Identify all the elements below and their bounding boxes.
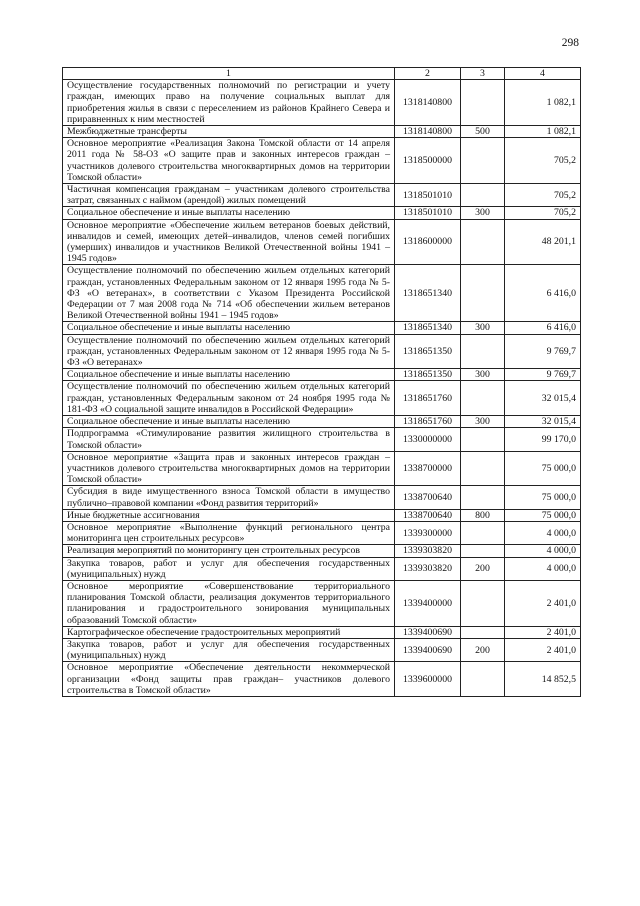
row-description: Социальное обеспечение и иные выплаты населению xyxy=(63,416,395,428)
row-expense-type xyxy=(461,545,505,557)
row-expense-type xyxy=(461,486,505,509)
row-amount: 9 769,7 xyxy=(505,334,581,369)
row-code: 1339400690 xyxy=(395,638,461,661)
row-expense-type xyxy=(461,451,505,486)
row-expense-type xyxy=(461,265,505,322)
row-description: Осуществление полномочий по обеспечению жильем отдельных категорий граждан, установленных Федеральным законом от 24 ноября 1995 года № 181-ФЗ «О социальной защите инвалидов в Российской Федерации» xyxy=(63,381,395,416)
row-expense-type: 300 xyxy=(461,207,505,219)
row-expense-type: 300 xyxy=(461,369,505,381)
row-description: Основное мероприятие «Обеспечение деятельности некоммерческой организации «Фонд защиты прав граждан– участников долевого строительства в Томской области» xyxy=(63,662,395,697)
row-expense-type: 200 xyxy=(461,638,505,661)
row-description: Закупка товаров, работ и услуг для обеспечения государственных (муниципальных) нужд xyxy=(63,557,395,580)
table-row xyxy=(63,521,581,544)
table-row xyxy=(63,486,581,509)
row-expense-type: 500 xyxy=(461,126,505,138)
row-code: 1338700640 xyxy=(395,509,461,521)
row-amount: 75 000,0 xyxy=(505,451,581,486)
row-amount: 1 082,1 xyxy=(505,126,581,138)
table-row xyxy=(63,428,581,451)
header-col-3: 3 xyxy=(461,68,505,80)
row-expense-type xyxy=(461,184,505,207)
row-description: Осуществление полномочий по обеспечению жильем отдельных категорий граждан, установленных Федеральным законом от 12 января 1995 года № 5-ФЗ «О ветеранах», в соответствии с Указом Президента Российской Федерации от 7 мая 2008 года № 714 «Об обеспечении жильем ветеранов Великой Отечественной войны 1941 – 1945 годов» xyxy=(63,265,395,322)
table-row xyxy=(63,369,581,381)
row-description: Социальное обеспечение и иные выплаты населению xyxy=(63,322,395,334)
row-code: 1318140800 xyxy=(395,126,461,138)
row-amount: 32 015,4 xyxy=(505,381,581,416)
header-col-2: 2 xyxy=(395,68,461,80)
row-amount: 4 000,0 xyxy=(505,521,581,544)
table-row xyxy=(63,322,581,334)
row-expense-type: 300 xyxy=(461,416,505,428)
row-amount: 14 852,5 xyxy=(505,662,581,697)
budget-table xyxy=(62,67,581,697)
row-expense-type xyxy=(461,80,505,126)
header-col-1: 1 xyxy=(63,68,395,80)
row-amount: 2 401,0 xyxy=(505,626,581,638)
row-expense-type xyxy=(461,662,505,697)
row-amount: 6 416,0 xyxy=(505,265,581,322)
row-code: 1339600000 xyxy=(395,662,461,697)
row-expense-type xyxy=(461,138,505,184)
row-code: 1318651340 xyxy=(395,265,461,322)
table-row xyxy=(63,451,581,486)
row-amount: 75 000,0 xyxy=(505,486,581,509)
page-number: 298 xyxy=(561,37,579,49)
row-expense-type: 300 xyxy=(461,322,505,334)
row-amount: 6 416,0 xyxy=(505,322,581,334)
row-code: 1339300000 xyxy=(395,521,461,544)
row-amount: 4 000,0 xyxy=(505,545,581,557)
row-description: Межбюджетные трансферты xyxy=(63,126,395,138)
row-amount: 9 769,7 xyxy=(505,369,581,381)
row-description: Осуществление полномочий по обеспечению жильем отдельных категорий граждан, установленных Федеральным законом от 12 января 1995 года № 5-ФЗ «О ветеранах» xyxy=(63,334,395,369)
table-row xyxy=(63,207,581,219)
table-header-row xyxy=(63,68,581,80)
row-description: Реализация мероприятий по мониторингу цен строительных ресурсов xyxy=(63,545,395,557)
row-code: 1318651760 xyxy=(395,416,461,428)
table-row xyxy=(63,219,581,265)
row-description: Подпрограмма «Стимулирование развития жилищного строительства в Томской области» xyxy=(63,428,395,451)
row-code: 1318140800 xyxy=(395,80,461,126)
row-expense-type xyxy=(461,381,505,416)
row-description: Социальное обеспечение и иные выплаты населению xyxy=(63,369,395,381)
row-code: 1338700640 xyxy=(395,486,461,509)
row-amount: 75 000,0 xyxy=(505,509,581,521)
table-row xyxy=(63,509,581,521)
table-row xyxy=(63,638,581,661)
row-expense-type: 200 xyxy=(461,557,505,580)
row-expense-type xyxy=(461,219,505,265)
row-amount: 2 401,0 xyxy=(505,638,581,661)
row-code: 1339303820 xyxy=(395,545,461,557)
table-row xyxy=(63,416,581,428)
row-code: 1318500000 xyxy=(395,138,461,184)
row-amount: 2 401,0 xyxy=(505,580,581,626)
table-row xyxy=(63,580,581,626)
table-row xyxy=(63,126,581,138)
row-amount: 32 015,4 xyxy=(505,416,581,428)
table-row xyxy=(63,138,581,184)
row-code: 1330000000 xyxy=(395,428,461,451)
row-description: Основное мероприятие «Защита прав и законных интересов граждан – участников долевого строительства многоквартирных домов на территории Томской области» xyxy=(63,451,395,486)
budget-table-body xyxy=(63,68,581,697)
row-description: Картографическое обеспечение градостроительных мероприятий xyxy=(63,626,395,638)
header-col-4: 4 xyxy=(505,68,581,80)
row-code: 1318651340 xyxy=(395,322,461,334)
row-description: Иные бюджетные ассигнования xyxy=(63,509,395,521)
table-row xyxy=(63,265,581,322)
table-row xyxy=(63,557,581,580)
row-description: Основное мероприятие «Обеспечение жильем ветеранов боевых действий, инвалидов и семей, имеющих детей–инвалидов, членов семей погибших (умерших) инвалидов и участников Великой Отечественной войны 1941 – 1945 годов» xyxy=(63,219,395,265)
row-description: Основное мероприятие «Реализация Закона Томской области от 14 апреля 2011 года № 58-ОЗ «О защите прав и законных интересов граждан – участников долевого строительства многоквартирных домов на территории Томской области» xyxy=(63,138,395,184)
row-amount: 99 170,0 xyxy=(505,428,581,451)
table-row xyxy=(63,626,581,638)
table-row xyxy=(63,545,581,557)
row-code: 1318600000 xyxy=(395,219,461,265)
row-code: 1318651760 xyxy=(395,381,461,416)
table-row xyxy=(63,662,581,697)
row-expense-type xyxy=(461,334,505,369)
row-code: 1339400000 xyxy=(395,580,461,626)
row-code: 1318501010 xyxy=(395,207,461,219)
row-description: Осуществление государственных полномочий по регистрации и учету граждан, имеющих право на получение социальных выплат для приобретения жилья в связи с переселением из районов Крайнего Севера и приравненных к ним местностей xyxy=(63,80,395,126)
row-amount: 705,2 xyxy=(505,207,581,219)
row-code: 1339303820 xyxy=(395,557,461,580)
row-code: 1318651350 xyxy=(395,369,461,381)
row-amount: 4 000,0 xyxy=(505,557,581,580)
row-description: Закупка товаров, работ и услуг для обеспечения государственных (муниципальных) нужд xyxy=(63,638,395,661)
table-row xyxy=(63,381,581,416)
row-expense-type: 800 xyxy=(461,509,505,521)
row-expense-type xyxy=(461,521,505,544)
table-row xyxy=(63,334,581,369)
row-code: 1318501010 xyxy=(395,184,461,207)
row-expense-type xyxy=(461,580,505,626)
row-code: 1318651350 xyxy=(395,334,461,369)
row-description: Частичная компенсация гражданам – участникам долевого строительства затрат, связанных с наймом (арендой) жилых помещений xyxy=(63,184,395,207)
row-amount: 1 082,1 xyxy=(505,80,581,126)
row-amount: 705,2 xyxy=(505,184,581,207)
row-description: Субсидия в виде имущественного взноса Томской области в имущество публично–правовой компании «Фонд развития территорий» xyxy=(63,486,395,509)
table-row xyxy=(63,80,581,126)
row-expense-type xyxy=(461,626,505,638)
row-description: Основное мероприятие «Выполнение функций регионального центра мониторинга цен строительных ресурсов» xyxy=(63,521,395,544)
row-code: 1339400690 xyxy=(395,626,461,638)
row-amount: 48 201,1 xyxy=(505,219,581,265)
row-description: Социальное обеспечение и иные выплаты населению xyxy=(63,207,395,219)
row-code: 1338700000 xyxy=(395,451,461,486)
row-description: Основное мероприятие «Совершенствование территориального планирования Томской области, реализация документов территориального планирования и градостроительного зонирования муниципальных образований Томской области» xyxy=(63,580,395,626)
row-amount: 705,2 xyxy=(505,138,581,184)
table-row xyxy=(63,184,581,207)
row-expense-type xyxy=(461,428,505,451)
